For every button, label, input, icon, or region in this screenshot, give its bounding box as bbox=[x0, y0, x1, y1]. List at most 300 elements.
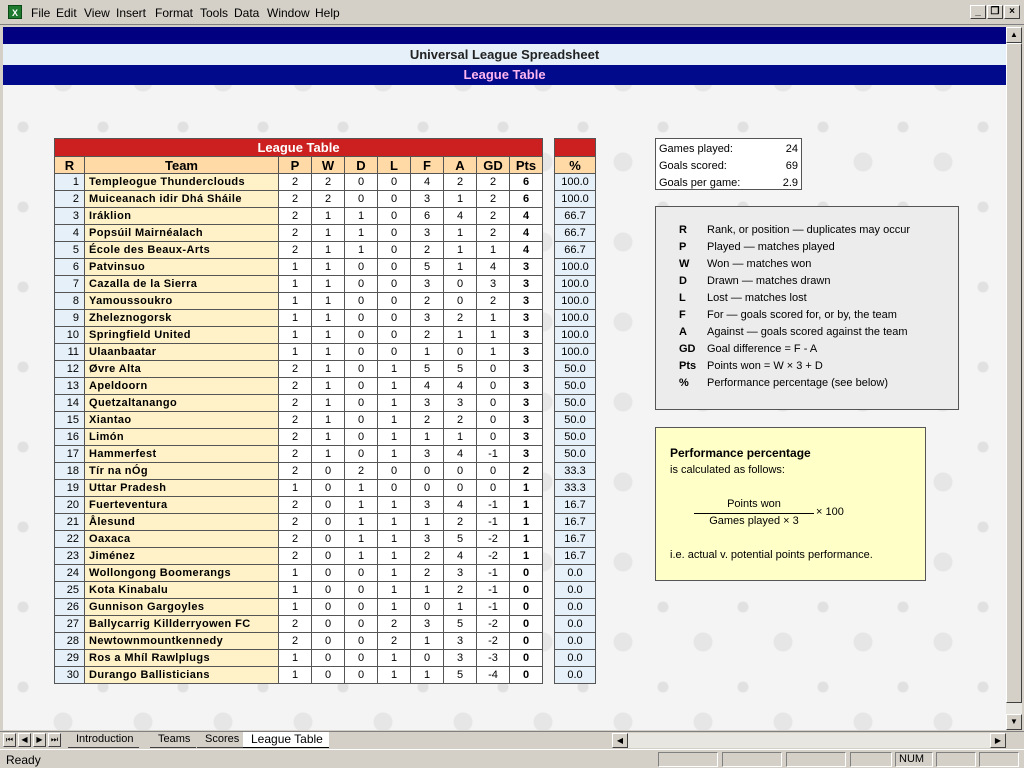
against-cell[interactable]: 3 bbox=[444, 633, 477, 650]
legend-box[interactable] bbox=[655, 206, 959, 410]
goal-difference-cell[interactable]: 0 bbox=[477, 361, 510, 378]
percentage-cell[interactable]: 100.0 bbox=[555, 310, 596, 327]
for-cell[interactable]: 3 bbox=[411, 446, 444, 463]
for-cell[interactable]: 1 bbox=[411, 633, 444, 650]
points-cell[interactable]: 1 bbox=[510, 480, 543, 497]
rank-cell[interactable]: 10 bbox=[55, 327, 85, 344]
for-cell[interactable]: 1 bbox=[411, 667, 444, 684]
against-cell[interactable]: 3 bbox=[444, 565, 477, 582]
for-cell[interactable]: 4 bbox=[411, 378, 444, 395]
for-cell[interactable]: 2 bbox=[411, 293, 444, 310]
points-cell[interactable]: 0 bbox=[510, 565, 543, 582]
drawn-cell[interactable]: 0 bbox=[345, 412, 378, 429]
lost-cell[interactable]: 1 bbox=[378, 667, 411, 684]
won-cell[interactable]: 1 bbox=[312, 293, 345, 310]
rank-cell[interactable]: 25 bbox=[55, 582, 85, 599]
lost-cell[interactable]: 2 bbox=[378, 633, 411, 650]
lost-cell[interactable]: 1 bbox=[378, 446, 411, 463]
percentage-cell[interactable]: 100.0 bbox=[555, 191, 596, 208]
played-cell[interactable]: 2 bbox=[279, 412, 312, 429]
lost-cell[interactable]: 1 bbox=[378, 361, 411, 378]
team-cell[interactable]: Springfield United bbox=[85, 327, 279, 344]
lost-cell[interactable]: 1 bbox=[378, 514, 411, 531]
against-cell[interactable]: 1 bbox=[444, 259, 477, 276]
for-cell[interactable]: 2 bbox=[411, 548, 444, 565]
for-cell[interactable]: 4 bbox=[411, 174, 444, 191]
drawn-cell[interactable]: 0 bbox=[345, 395, 378, 412]
won-cell[interactable]: 1 bbox=[312, 395, 345, 412]
lost-cell[interactable]: 0 bbox=[378, 174, 411, 191]
team-cell[interactable]: Yamoussoukro bbox=[85, 293, 279, 310]
against-cell[interactable]: 0 bbox=[444, 293, 477, 310]
rank-cell[interactable]: 16 bbox=[55, 429, 85, 446]
percentage-cell[interactable]: 33.3 bbox=[555, 463, 596, 480]
lost-cell[interactable]: 1 bbox=[378, 497, 411, 514]
rank-cell[interactable]: 13 bbox=[55, 378, 85, 395]
drawn-cell[interactable]: 2 bbox=[345, 463, 378, 480]
percentage-caption-cell[interactable] bbox=[555, 139, 596, 157]
rank-cell[interactable]: 4 bbox=[55, 225, 85, 242]
excel-app-icon[interactable]: X bbox=[8, 5, 22, 19]
col-header-drawn[interactable]: D bbox=[345, 157, 378, 174]
goal-difference-cell[interactable]: 0 bbox=[477, 429, 510, 446]
for-cell[interactable]: 2 bbox=[411, 327, 444, 344]
won-cell[interactable]: 0 bbox=[312, 531, 345, 548]
percentage-cell[interactable]: 0.0 bbox=[555, 565, 596, 582]
for-cell[interactable]: 3 bbox=[411, 395, 444, 412]
played-cell[interactable]: 1 bbox=[279, 667, 312, 684]
goal-difference-cell[interactable]: -2 bbox=[477, 548, 510, 565]
team-cell[interactable]: Jiménez bbox=[85, 548, 279, 565]
percentage-cell[interactable]: 100.0 bbox=[555, 293, 596, 310]
won-cell[interactable]: 1 bbox=[312, 327, 345, 344]
menu-file[interactable]: File bbox=[31, 6, 51, 20]
rank-cell[interactable]: 29 bbox=[55, 650, 85, 667]
rank-cell[interactable]: 3 bbox=[55, 208, 85, 225]
rank-cell[interactable]: 14 bbox=[55, 395, 85, 412]
last-sheet-icon[interactable]: ⏭ bbox=[48, 733, 61, 747]
against-cell[interactable]: 5 bbox=[444, 616, 477, 633]
lost-cell[interactable]: 0 bbox=[378, 208, 411, 225]
lost-cell[interactable]: 1 bbox=[378, 548, 411, 565]
tab-teams[interactable]: Teams bbox=[150, 732, 196, 748]
percentage-cell[interactable]: 66.7 bbox=[555, 208, 596, 225]
won-cell[interactable]: 2 bbox=[312, 191, 345, 208]
lost-cell[interactable]: 0 bbox=[378, 242, 411, 259]
points-cell[interactable]: 6 bbox=[510, 174, 543, 191]
goal-difference-cell[interactable]: -3 bbox=[477, 650, 510, 667]
drawn-cell[interactable]: 0 bbox=[345, 429, 378, 446]
played-cell[interactable]: 2 bbox=[279, 242, 312, 259]
points-cell[interactable]: 4 bbox=[510, 208, 543, 225]
points-cell[interactable]: 0 bbox=[510, 599, 543, 616]
rank-cell[interactable]: 17 bbox=[55, 446, 85, 463]
scroll-up-icon[interactable]: ▲ bbox=[1006, 27, 1022, 43]
against-cell[interactable]: 3 bbox=[444, 650, 477, 667]
col-header-won[interactable]: W bbox=[312, 157, 345, 174]
won-cell[interactable]: 0 bbox=[312, 480, 345, 497]
played-cell[interactable]: 1 bbox=[279, 310, 312, 327]
won-cell[interactable]: 2 bbox=[312, 174, 345, 191]
goal-difference-cell[interactable]: -2 bbox=[477, 633, 510, 650]
played-cell[interactable]: 1 bbox=[279, 259, 312, 276]
won-cell[interactable]: 1 bbox=[312, 225, 345, 242]
lost-cell[interactable]: 1 bbox=[378, 378, 411, 395]
for-cell[interactable]: 0 bbox=[411, 650, 444, 667]
menu-format[interactable]: Format bbox=[155, 6, 194, 20]
rank-cell[interactable]: 22 bbox=[55, 531, 85, 548]
points-cell[interactable]: 1 bbox=[510, 531, 543, 548]
against-cell[interactable]: 5 bbox=[444, 531, 477, 548]
against-cell[interactable]: 4 bbox=[444, 497, 477, 514]
rank-cell[interactable]: 9 bbox=[55, 310, 85, 327]
against-cell[interactable]: 4 bbox=[444, 208, 477, 225]
goal-difference-cell[interactable]: 0 bbox=[477, 463, 510, 480]
for-cell[interactable]: 3 bbox=[411, 616, 444, 633]
percentage-cell[interactable]: 0.0 bbox=[555, 599, 596, 616]
percentage-cell[interactable]: 100.0 bbox=[555, 276, 596, 293]
lost-cell[interactable]: 0 bbox=[378, 480, 411, 497]
won-cell[interactable]: 0 bbox=[312, 650, 345, 667]
for-cell[interactable]: 3 bbox=[411, 531, 444, 548]
for-cell[interactable]: 3 bbox=[411, 225, 444, 242]
goal-difference-cell[interactable]: 2 bbox=[477, 208, 510, 225]
rank-cell[interactable]: 26 bbox=[55, 599, 85, 616]
points-cell[interactable]: 3 bbox=[510, 429, 543, 446]
won-cell[interactable]: 1 bbox=[312, 429, 345, 446]
drawn-cell[interactable]: 0 bbox=[345, 174, 378, 191]
played-cell[interactable]: 1 bbox=[279, 599, 312, 616]
team-cell[interactable]: Muiceanach idir Dhá Sháile bbox=[85, 191, 279, 208]
drawn-cell[interactable]: 1 bbox=[345, 548, 378, 565]
for-cell[interactable]: 2 bbox=[411, 565, 444, 582]
col-header-played[interactable]: P bbox=[279, 157, 312, 174]
points-cell[interactable]: 1 bbox=[510, 548, 543, 565]
lost-cell[interactable]: 0 bbox=[378, 463, 411, 480]
lost-cell[interactable]: 0 bbox=[378, 310, 411, 327]
rank-cell[interactable]: 27 bbox=[55, 616, 85, 633]
goal-difference-cell[interactable]: 2 bbox=[477, 174, 510, 191]
goal-difference-cell[interactable]: 0 bbox=[477, 480, 510, 497]
points-cell[interactable]: 3 bbox=[510, 344, 543, 361]
minimize-button[interactable]: _ bbox=[970, 5, 986, 19]
menu-data[interactable]: Data bbox=[234, 6, 260, 20]
close-button[interactable]: × bbox=[1004, 5, 1020, 19]
against-cell[interactable]: 4 bbox=[444, 378, 477, 395]
played-cell[interactable]: 2 bbox=[279, 191, 312, 208]
won-cell[interactable]: 1 bbox=[312, 242, 345, 259]
percentage-cell[interactable]: 100.0 bbox=[555, 344, 596, 361]
drawn-cell[interactable]: 0 bbox=[345, 446, 378, 463]
points-cell[interactable]: 3 bbox=[510, 259, 543, 276]
team-cell[interactable]: Iráklion bbox=[85, 208, 279, 225]
lost-cell[interactable]: 0 bbox=[378, 191, 411, 208]
drawn-cell[interactable]: 1 bbox=[345, 531, 378, 548]
horizontal-scrollbar[interactable] bbox=[612, 733, 1006, 748]
lost-cell[interactable]: 1 bbox=[378, 582, 411, 599]
won-cell[interactable]: 1 bbox=[312, 310, 345, 327]
against-cell[interactable]: 1 bbox=[444, 225, 477, 242]
played-cell[interactable]: 2 bbox=[279, 174, 312, 191]
for-cell[interactable]: 3 bbox=[411, 191, 444, 208]
percentage-cell[interactable]: 16.7 bbox=[555, 531, 596, 548]
won-cell[interactable]: 1 bbox=[312, 276, 345, 293]
lost-cell[interactable]: 2 bbox=[378, 616, 411, 633]
menu-help[interactable]: Help bbox=[315, 6, 340, 20]
drawn-cell[interactable]: 0 bbox=[345, 293, 378, 310]
drawn-cell[interactable]: 0 bbox=[345, 378, 378, 395]
won-cell[interactable]: 0 bbox=[312, 599, 345, 616]
goal-difference-cell[interactable]: 3 bbox=[477, 276, 510, 293]
rank-cell[interactable]: 23 bbox=[55, 548, 85, 565]
rank-cell[interactable]: 8 bbox=[55, 293, 85, 310]
team-cell[interactable]: Limón bbox=[85, 429, 279, 446]
played-cell[interactable]: 2 bbox=[279, 548, 312, 565]
for-cell[interactable]: 1 bbox=[411, 344, 444, 361]
lost-cell[interactable]: 0 bbox=[378, 327, 411, 344]
won-cell[interactable]: 1 bbox=[312, 259, 345, 276]
against-cell[interactable]: 2 bbox=[444, 514, 477, 531]
drawn-cell[interactable]: 0 bbox=[345, 276, 378, 293]
rank-cell[interactable]: 30 bbox=[55, 667, 85, 684]
percentage-cell[interactable]: 16.7 bbox=[555, 548, 596, 565]
lost-cell[interactable]: 1 bbox=[378, 412, 411, 429]
percentage-cell[interactable]: 50.0 bbox=[555, 412, 596, 429]
for-cell[interactable]: 0 bbox=[411, 599, 444, 616]
played-cell[interactable]: 2 bbox=[279, 429, 312, 446]
col-header-points[interactable]: Pts bbox=[510, 157, 543, 174]
goal-difference-cell[interactable]: 2 bbox=[477, 293, 510, 310]
goal-difference-cell[interactable]: 2 bbox=[477, 225, 510, 242]
team-cell[interactable]: Quetzaltanango bbox=[85, 395, 279, 412]
lost-cell[interactable]: 1 bbox=[378, 650, 411, 667]
against-cell[interactable]: 4 bbox=[444, 548, 477, 565]
points-cell[interactable]: 0 bbox=[510, 650, 543, 667]
stat-row-games[interactable] bbox=[656, 141, 801, 158]
won-cell[interactable]: 1 bbox=[312, 412, 345, 429]
points-cell[interactable]: 3 bbox=[510, 361, 543, 378]
scroll-thumb[interactable] bbox=[1006, 43, 1022, 703]
played-cell[interactable]: 2 bbox=[279, 208, 312, 225]
team-cell[interactable]: Ballycarrig Killderryowen FC bbox=[85, 616, 279, 633]
goal-difference-cell[interactable]: 1 bbox=[477, 344, 510, 361]
goal-difference-cell[interactable]: -2 bbox=[477, 531, 510, 548]
team-cell[interactable]: Xiantao bbox=[85, 412, 279, 429]
won-cell[interactable]: 1 bbox=[312, 446, 345, 463]
team-cell[interactable]: Øvre Alta bbox=[85, 361, 279, 378]
points-cell[interactable]: 0 bbox=[510, 633, 543, 650]
stat-row-goals[interactable] bbox=[656, 158, 801, 175]
rank-cell[interactable]: 28 bbox=[55, 633, 85, 650]
team-cell[interactable]: Fuerteventura bbox=[85, 497, 279, 514]
menu-tools[interactable]: Tools bbox=[200, 6, 229, 20]
percentage-cell[interactable]: 16.7 bbox=[555, 497, 596, 514]
against-cell[interactable]: 2 bbox=[444, 582, 477, 599]
col-header-for[interactable]: F bbox=[411, 157, 444, 174]
team-cell[interactable]: École des Beaux-Arts bbox=[85, 242, 279, 259]
played-cell[interactable]: 2 bbox=[279, 531, 312, 548]
played-cell[interactable]: 1 bbox=[279, 480, 312, 497]
rank-cell[interactable]: 24 bbox=[55, 565, 85, 582]
for-cell[interactable]: 6 bbox=[411, 208, 444, 225]
goal-difference-cell[interactable]: -1 bbox=[477, 446, 510, 463]
next-sheet-icon[interactable]: ▶ bbox=[33, 733, 46, 747]
for-cell[interactable]: 2 bbox=[411, 242, 444, 259]
for-cell[interactable]: 1 bbox=[411, 429, 444, 446]
percentage-cell[interactable]: 50.0 bbox=[555, 429, 596, 446]
against-cell[interactable]: 0 bbox=[444, 463, 477, 480]
percentage-cell[interactable]: 50.0 bbox=[555, 395, 596, 412]
drawn-cell[interactable]: 0 bbox=[345, 344, 378, 361]
points-cell[interactable]: 3 bbox=[510, 395, 543, 412]
rank-cell[interactable]: 12 bbox=[55, 361, 85, 378]
drawn-cell[interactable]: 1 bbox=[345, 242, 378, 259]
won-cell[interactable]: 1 bbox=[312, 361, 345, 378]
goal-difference-cell[interactable]: -1 bbox=[477, 514, 510, 531]
played-cell[interactable]: 2 bbox=[279, 378, 312, 395]
won-cell[interactable]: 0 bbox=[312, 667, 345, 684]
col-header-percentage[interactable]: % bbox=[555, 157, 596, 174]
lost-cell[interactable]: 1 bbox=[378, 395, 411, 412]
points-cell[interactable]: 3 bbox=[510, 327, 543, 344]
won-cell[interactable]: 1 bbox=[312, 208, 345, 225]
points-cell[interactable]: 0 bbox=[510, 582, 543, 599]
points-cell[interactable]: 3 bbox=[510, 293, 543, 310]
against-cell[interactable]: 1 bbox=[444, 599, 477, 616]
team-cell[interactable]: Kota Kinabalu bbox=[85, 582, 279, 599]
col-header-lost[interactable]: L bbox=[378, 157, 411, 174]
drawn-cell[interactable]: 0 bbox=[345, 191, 378, 208]
rank-cell[interactable]: 6 bbox=[55, 259, 85, 276]
menu-view[interactable]: View bbox=[84, 6, 110, 20]
against-cell[interactable]: 2 bbox=[444, 174, 477, 191]
scroll-down-icon[interactable]: ▼ bbox=[1006, 714, 1022, 730]
points-cell[interactable]: 3 bbox=[510, 378, 543, 395]
team-cell[interactable]: Hammerfest bbox=[85, 446, 279, 463]
points-cell[interactable]: 0 bbox=[510, 616, 543, 633]
played-cell[interactable]: 1 bbox=[279, 582, 312, 599]
won-cell[interactable]: 0 bbox=[312, 497, 345, 514]
col-header-team[interactable]: Team bbox=[85, 157, 279, 174]
menu-window[interactable]: Window bbox=[267, 6, 310, 20]
drawn-cell[interactable]: 0 bbox=[345, 310, 378, 327]
goal-difference-cell[interactable]: -1 bbox=[477, 582, 510, 599]
rank-cell[interactable]: 11 bbox=[55, 344, 85, 361]
goal-difference-cell[interactable]: -4 bbox=[477, 667, 510, 684]
points-cell[interactable]: 1 bbox=[510, 497, 543, 514]
drawn-cell[interactable]: 1 bbox=[345, 497, 378, 514]
team-cell[interactable]: Ros a Mhíl Rawlplugs bbox=[85, 650, 279, 667]
for-cell[interactable]: 0 bbox=[411, 480, 444, 497]
lost-cell[interactable]: 0 bbox=[378, 293, 411, 310]
rank-cell[interactable]: 1 bbox=[55, 174, 85, 191]
drawn-cell[interactable]: 0 bbox=[345, 259, 378, 276]
lost-cell[interactable]: 0 bbox=[378, 344, 411, 361]
for-cell[interactable]: 3 bbox=[411, 310, 444, 327]
won-cell[interactable]: 1 bbox=[312, 378, 345, 395]
rank-cell[interactable]: 20 bbox=[55, 497, 85, 514]
first-sheet-icon[interactable]: ⏮ bbox=[3, 733, 16, 747]
col-header-against[interactable]: A bbox=[444, 157, 477, 174]
goal-difference-cell[interactable]: 1 bbox=[477, 310, 510, 327]
points-cell[interactable]: 3 bbox=[510, 446, 543, 463]
lost-cell[interactable]: 0 bbox=[378, 276, 411, 293]
goal-difference-cell[interactable]: -1 bbox=[477, 565, 510, 582]
points-cell[interactable]: 0 bbox=[510, 667, 543, 684]
scroll-right-icon[interactable]: ▶ bbox=[990, 733, 1006, 748]
drawn-cell[interactable]: 1 bbox=[345, 225, 378, 242]
percentage-cell[interactable]: 50.0 bbox=[555, 378, 596, 395]
points-cell[interactable]: 3 bbox=[510, 310, 543, 327]
won-cell[interactable]: 0 bbox=[312, 633, 345, 650]
team-cell[interactable]: Durango Ballisticians bbox=[85, 667, 279, 684]
played-cell[interactable]: 2 bbox=[279, 514, 312, 531]
played-cell[interactable]: 1 bbox=[279, 327, 312, 344]
against-cell[interactable]: 0 bbox=[444, 480, 477, 497]
played-cell[interactable]: 1 bbox=[279, 650, 312, 667]
played-cell[interactable]: 1 bbox=[279, 276, 312, 293]
for-cell[interactable]: 0 bbox=[411, 463, 444, 480]
points-cell[interactable]: 4 bbox=[510, 242, 543, 259]
rank-cell[interactable]: 18 bbox=[55, 463, 85, 480]
stat-row-goals-per-game[interactable] bbox=[656, 175, 801, 192]
played-cell[interactable]: 2 bbox=[279, 225, 312, 242]
tab-league-table[interactable]: League Table bbox=[243, 732, 329, 748]
drawn-cell[interactable]: 0 bbox=[345, 650, 378, 667]
team-cell[interactable]: Patvinsuo bbox=[85, 259, 279, 276]
goal-difference-cell[interactable]: 0 bbox=[477, 378, 510, 395]
won-cell[interactable]: 0 bbox=[312, 514, 345, 531]
drawn-cell[interactable]: 0 bbox=[345, 565, 378, 582]
won-cell[interactable]: 0 bbox=[312, 548, 345, 565]
team-cell[interactable]: Ålesund bbox=[85, 514, 279, 531]
rank-cell[interactable]: 15 bbox=[55, 412, 85, 429]
played-cell[interactable]: 2 bbox=[279, 616, 312, 633]
played-cell[interactable]: 1 bbox=[279, 293, 312, 310]
percentage-cell[interactable]: 0.0 bbox=[555, 633, 596, 650]
drawn-cell[interactable]: 1 bbox=[345, 514, 378, 531]
against-cell[interactable]: 3 bbox=[444, 395, 477, 412]
played-cell[interactable]: 2 bbox=[279, 633, 312, 650]
against-cell[interactable]: 2 bbox=[444, 412, 477, 429]
drawn-cell[interactable]: 0 bbox=[345, 633, 378, 650]
drawn-cell[interactable]: 1 bbox=[345, 208, 378, 225]
percentage-cell[interactable]: 0.0 bbox=[555, 582, 596, 599]
goal-difference-cell[interactable]: 2 bbox=[477, 191, 510, 208]
drawn-cell[interactable]: 0 bbox=[345, 667, 378, 684]
vertical-scrollbar[interactable] bbox=[1006, 27, 1022, 730]
league-table-caption[interactable]: League Table bbox=[55, 139, 543, 157]
tab-introduction[interactable]: Introduction bbox=[68, 732, 139, 748]
won-cell[interactable]: 0 bbox=[312, 565, 345, 582]
goal-difference-cell[interactable]: 0 bbox=[477, 412, 510, 429]
team-cell[interactable]: Ulaanbaatar bbox=[85, 344, 279, 361]
percentage-cell[interactable]: 0.0 bbox=[555, 616, 596, 633]
points-cell[interactable]: 1 bbox=[510, 514, 543, 531]
for-cell[interactable]: 1 bbox=[411, 514, 444, 531]
percentage-cell[interactable]: 0.0 bbox=[555, 650, 596, 667]
played-cell[interactable]: 1 bbox=[279, 565, 312, 582]
goal-difference-cell[interactable]: -1 bbox=[477, 497, 510, 514]
played-cell[interactable]: 2 bbox=[279, 463, 312, 480]
team-cell[interactable]: Oaxaca bbox=[85, 531, 279, 548]
drawn-cell[interactable]: 0 bbox=[345, 361, 378, 378]
against-cell[interactable]: 1 bbox=[444, 327, 477, 344]
lost-cell[interactable]: 1 bbox=[378, 565, 411, 582]
against-cell[interactable]: 1 bbox=[444, 191, 477, 208]
against-cell[interactable]: 5 bbox=[444, 361, 477, 378]
won-cell[interactable]: 0 bbox=[312, 616, 345, 633]
